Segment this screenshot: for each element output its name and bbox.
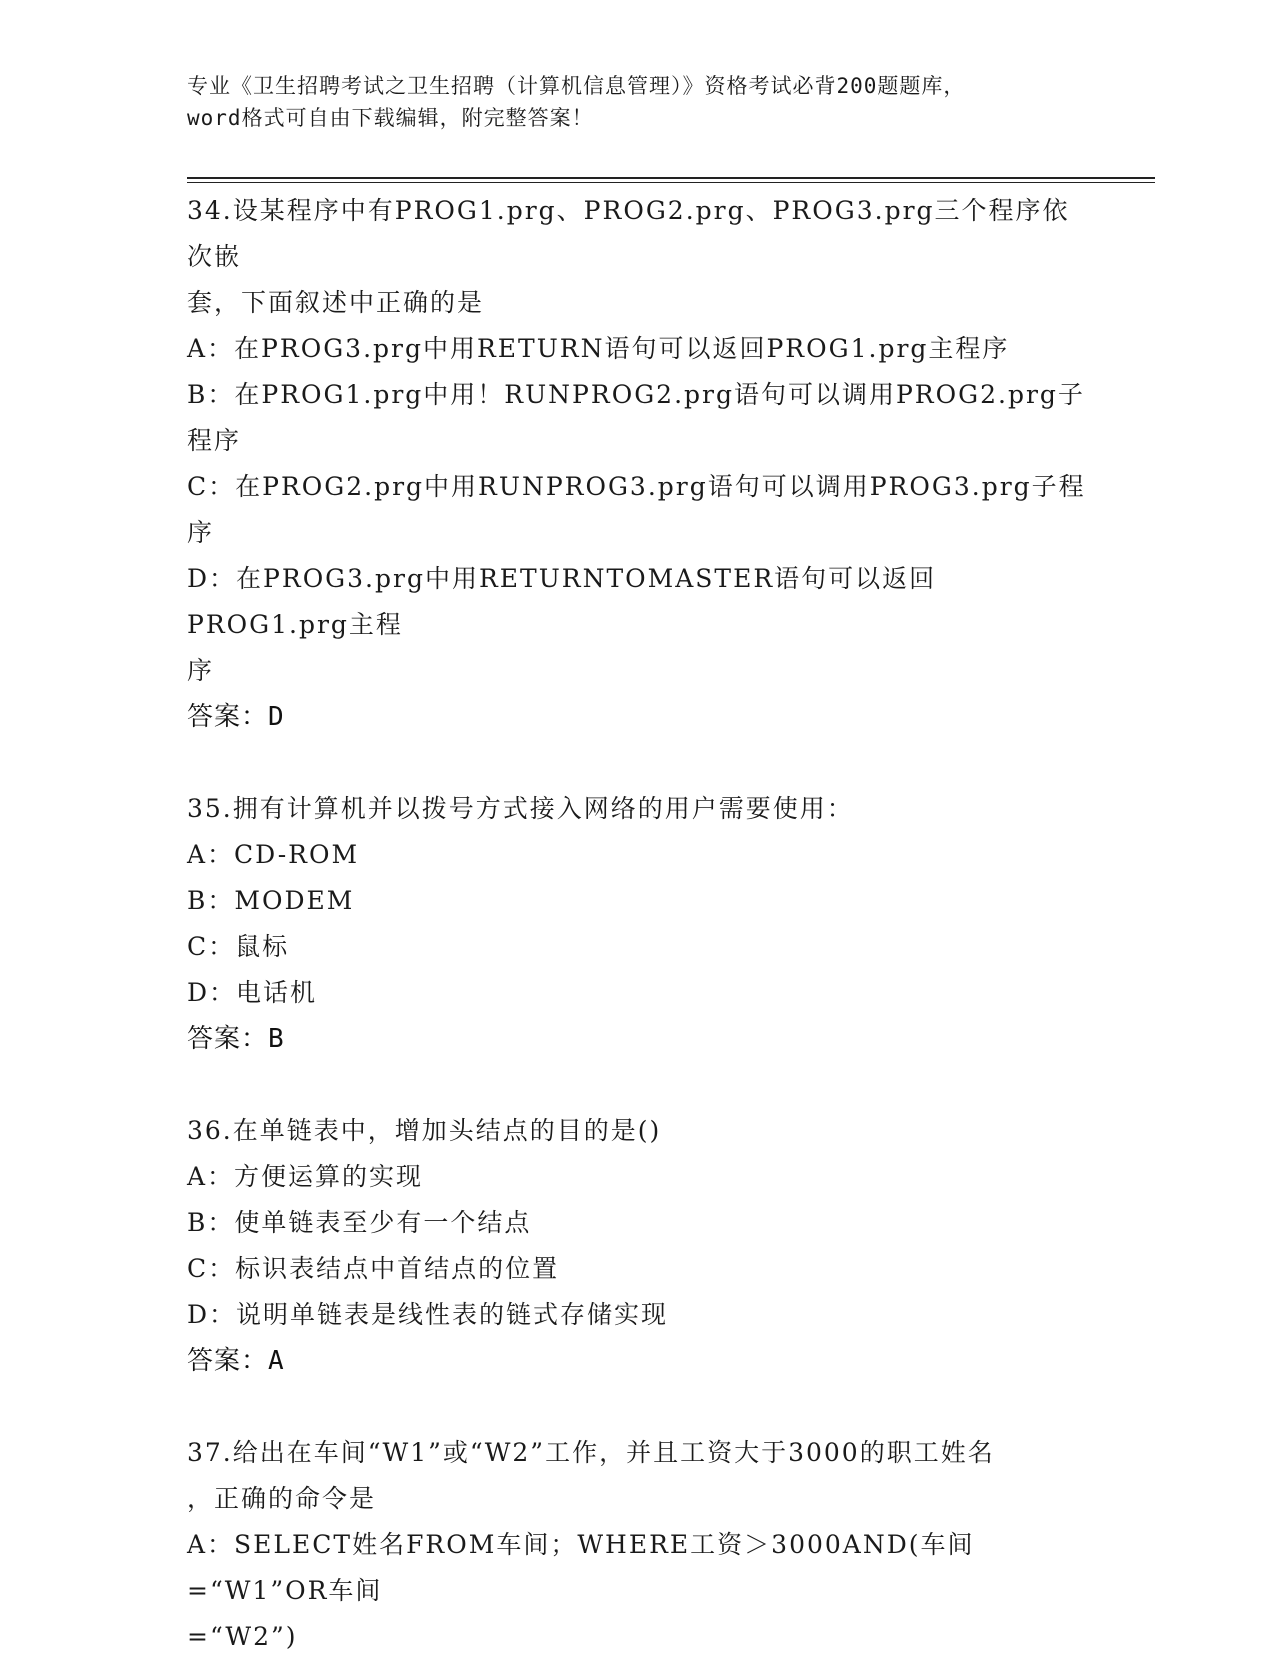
answer-option: 序 [187, 656, 215, 685]
answer-key: 答案：A [187, 1346, 285, 1376]
header-line-2: word格式可自由下载编辑，附完整答案！ [187, 106, 594, 130]
answer-option: B：在PROG1.prg中用！RUNPROG2.prg语句可以调用PROG2.prg子程序 [187, 380, 1085, 455]
document-header [187, 70, 1087, 134]
answer-option: A：SELECT姓名FROM车间；WHERE工资＞3000AND(车间=“W1”OR车间 [187, 1530, 975, 1605]
question-block [187, 1430, 1087, 1660]
answer-option: D：电话机 [187, 978, 318, 1007]
answer-option: A：方便运算的实现 [187, 1162, 424, 1191]
answer-option: =“W2”) [187, 1622, 298, 1651]
header-line-1: 专业《卫生招聘考试之卫生招聘（计算机信息管理）》资格考试必背200题题库， [187, 74, 966, 98]
answer-option: A：CD-ROM [187, 840, 360, 869]
answer-option: A：在PROG3.prg中用RETURN语句可以返回PROG1.prg主程序 [187, 334, 1010, 363]
answer-key: 答案：B [187, 1024, 285, 1054]
answer-key: 答案：D [187, 702, 285, 732]
answer-option: D：在PROG3.prg中用RETURNTOMASTER语句可以返回PROG1.prg主程 [187, 564, 937, 639]
answer-option: C：鼠标 [187, 932, 290, 961]
question-stem: 34.设某程序中有PROG1.prg、PROG2.prg、PROG3.prg三个程序依次嵌 [187, 196, 1070, 271]
header-rule-thin [187, 182, 1155, 183]
question-stem: 37.给出在车间“W1”或“W2”工作，并且工资大于3000的职工姓名 [187, 1438, 995, 1467]
answer-option: D：说明单链表是线性表的链式存储实现 [187, 1300, 669, 1329]
question-stem: ，正确的命令是 [187, 1484, 377, 1513]
question-block [187, 786, 1087, 1062]
question-block [187, 188, 1087, 740]
question-stem: 35.拥有计算机并以拨号方式接入网络的用户需要使用： [187, 794, 854, 823]
answer-option: B：MODEM [187, 886, 355, 915]
question-spacer [187, 1384, 1087, 1430]
question-block [187, 1108, 1087, 1384]
question-list [187, 188, 1087, 1660]
question-spacer [187, 1062, 1087, 1108]
question-spacer [187, 740, 1087, 786]
question-stem: 套，下面叙述中正确的是 [187, 288, 485, 317]
answer-option: B：使单链表至少有一个结点 [187, 1208, 532, 1237]
answer-option: C：在PROG2.prg中用RUNPROG3.prg语句可以调用PROG3.prg子程序 [187, 472, 1086, 547]
answer-option: C：标识表结点中首结点的位置 [187, 1254, 560, 1283]
header-rule-thick [187, 177, 1155, 179]
question-stem: 36.在单链表中，增加头结点的目的是() [187, 1116, 662, 1145]
